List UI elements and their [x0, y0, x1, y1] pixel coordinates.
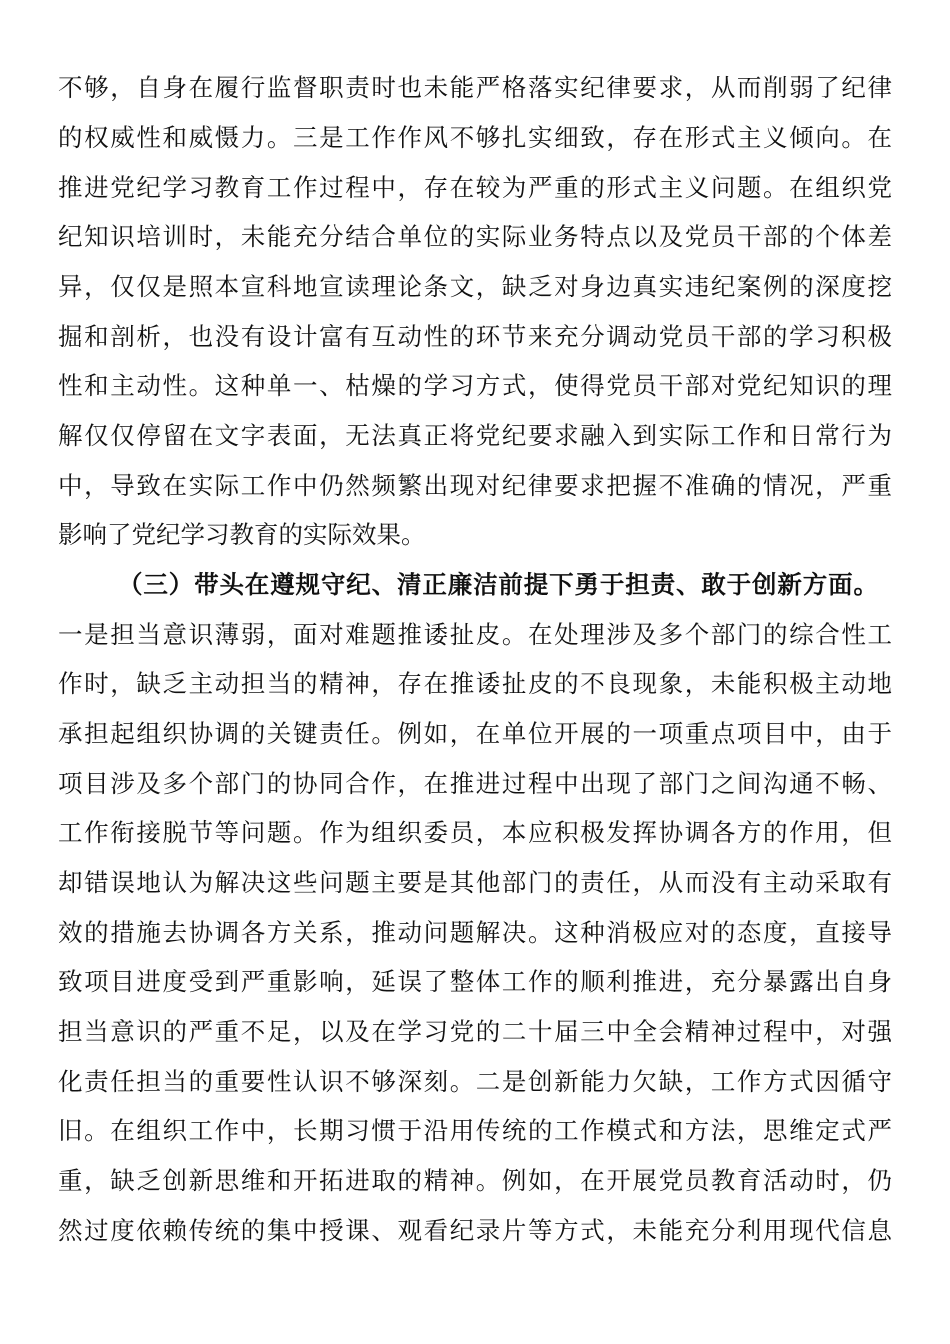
paragraph-line: 解仅仅停留在文字表面，无法真正将党纪要求融入到实际工作和日常行为	[58, 421, 892, 450]
paragraph-line: 化责任担当的重要性认识不够深刻。二是创新能力欠缺，工作方式因循守	[58, 1067, 892, 1096]
paragraph-line: 纪知识培训时，未能充分结合单位的实际业务特点以及党员干部的个体差	[58, 222, 892, 251]
paragraph-line: 项目涉及多个部门的协同合作，在推进过程中出现了部门之间沟通不畅、	[58, 769, 892, 798]
paragraph-line: 然过度依赖传统的集中授课、观看纪录片等方式，未能充分利用现代信息	[58, 1216, 892, 1245]
paragraph-line: 性和主动性。这种单一、枯燥的学习方式，使得党员干部对党纪知识的理	[58, 371, 892, 400]
paragraph-line: 旧。在组织工作中，长期习惯于沿用传统的工作模式和方法，思维定式严	[58, 1116, 892, 1145]
paragraph-line: 却错误地认为解决这些问题主要是其他部门的责任，从而没有主动采取有	[58, 868, 892, 897]
paragraph-line: 重，缺乏创新思维和开拓进取的精神。例如，在开展党员教育活动时，仍	[58, 1166, 892, 1195]
paragraph-line: 的权威性和威慑力。三是工作作风不够扎实细致，存在形式主义倾向。在	[58, 123, 892, 152]
paragraph-line: 一是担当意识薄弱，面对难题推诿扯皮。在处理涉及多个部门的综合性工	[58, 620, 892, 649]
paragraph-line: 推进党纪学习教育工作过程中，存在较为严重的形式主义问题。在组织党	[58, 173, 892, 202]
paragraph-line: 效的措施去协调各方关系，推动问题解决。这种消极应对的态度，直接导	[58, 918, 892, 947]
paragraph-line: 中，导致在实际工作中仍然频繁出现对纪律要求把握不准确的情况，严重	[58, 471, 892, 500]
paragraph-line: 不够，自身在履行监督职责时也未能严格落实纪律要求，从而削弱了纪律	[58, 73, 892, 102]
paragraph-line: 工作衔接脱节等问题。作为组织委员，本应积极发挥协调各方的作用，但	[58, 818, 892, 847]
section-heading: （三）带头在遵规守纪、清正廉洁前提下勇于担责、敢于创新方面。	[118, 570, 878, 599]
paragraph-line: 影响了党纪学习教育的实际效果。	[58, 520, 426, 549]
paragraph-line: 作时，缺乏主动担当的精神，存在推诿扯皮的不良现象，未能积极主动地	[58, 669, 892, 698]
paragraph-line: 担当意识的严重不足，以及在学习党的二十届三中全会精神过程中，对强	[58, 1017, 892, 1046]
paragraph-line: 致项目进度受到严重影响，延误了整体工作的顺利推进，充分暴露出自身	[58, 967, 892, 996]
paragraph-line: 承担起组织协调的关键责任。例如，在单位开展的一项重点项目中，由于	[58, 719, 892, 748]
paragraph-line: 异，仅仅是照本宣科地宣读理论条文，缺乏对身边真实违纪案例的深度挖	[58, 272, 892, 301]
paragraph-line: 掘和剖析，也没有设计富有互动性的环节来充分调动党员干部的学习积极	[58, 322, 892, 351]
